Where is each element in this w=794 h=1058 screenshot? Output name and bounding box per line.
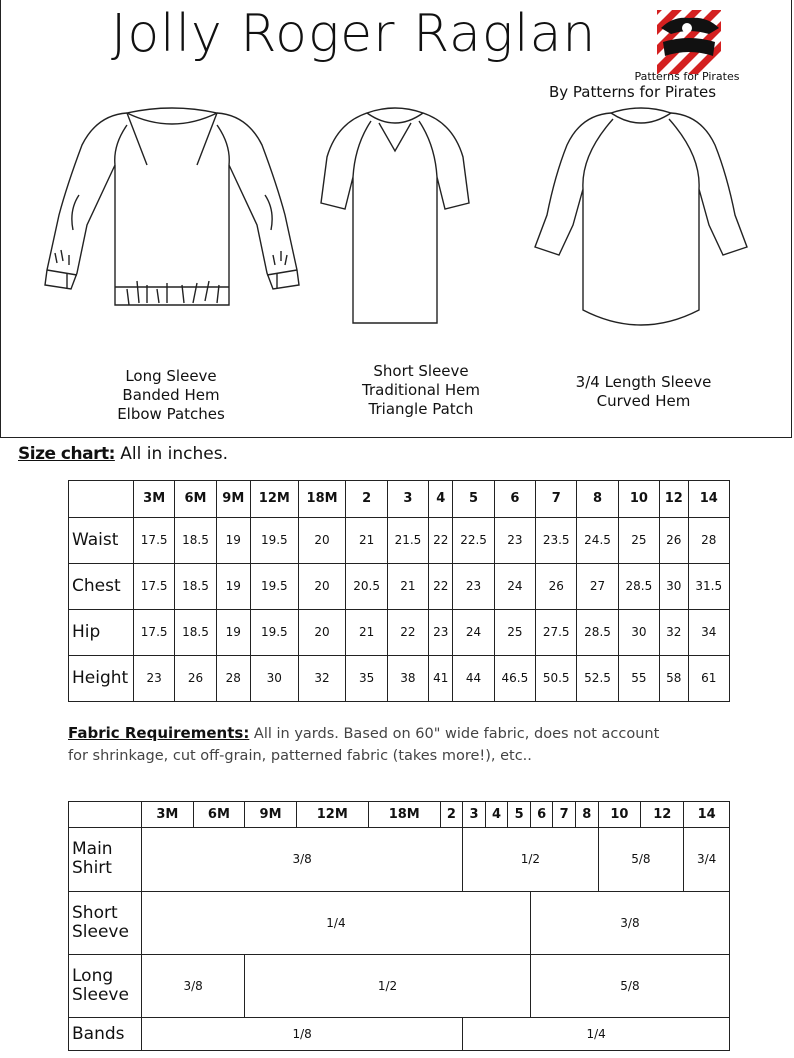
size-header-cell: 14 bbox=[684, 802, 730, 828]
measurement-cell: 26 bbox=[536, 563, 577, 609]
measurement-cell: 25 bbox=[494, 609, 535, 655]
measurement-cell: 50.5 bbox=[536, 655, 577, 701]
yardage-cell: 1/2 bbox=[245, 954, 531, 1017]
size-header-cell: 3 bbox=[387, 481, 428, 518]
measurement-cell: 30 bbox=[250, 655, 298, 701]
measurement-cell: 18.5 bbox=[175, 517, 216, 563]
yardage-cell: 5/8 bbox=[598, 828, 684, 891]
size-header-cell: 7 bbox=[536, 481, 577, 518]
yardage-cell: 1/4 bbox=[463, 1018, 730, 1051]
size-header-cell: 8 bbox=[575, 802, 598, 828]
measurement-cell: 25 bbox=[618, 517, 659, 563]
size-header-cell: 12M bbox=[296, 802, 368, 828]
fabric-header-row bbox=[69, 802, 730, 828]
measurement-cell: 32 bbox=[660, 609, 688, 655]
size-header-cell: 2 bbox=[346, 481, 387, 518]
yardage-cell: 3/4 bbox=[684, 828, 730, 891]
byline: By Patterns for Pirates bbox=[549, 83, 717, 101]
measurement-cell: 19.5 bbox=[250, 609, 298, 655]
measurement-cell: 26 bbox=[175, 655, 216, 701]
measurement-cell: 24.5 bbox=[577, 517, 618, 563]
size-header-cell: 12 bbox=[660, 481, 688, 518]
measurement-cell: 20 bbox=[298, 609, 346, 655]
size-chart-table bbox=[68, 480, 730, 702]
measurement-cell: 23 bbox=[134, 655, 175, 701]
measurement-cell: 28.5 bbox=[618, 563, 659, 609]
measurement-cell: 19 bbox=[216, 609, 250, 655]
size-header-cell: 12M bbox=[250, 481, 298, 518]
measurement-cell: 30 bbox=[618, 609, 659, 655]
size-chart-row bbox=[69, 655, 730, 701]
row-label: Main Shirt bbox=[69, 828, 142, 891]
size-chart-row bbox=[69, 563, 730, 609]
size-header-cell: 4 bbox=[429, 481, 453, 518]
measurement-cell: 23 bbox=[494, 517, 535, 563]
row-label: Hip bbox=[69, 609, 134, 655]
measurement-cell: 22.5 bbox=[453, 517, 494, 563]
measurement-cell: 28 bbox=[688, 517, 730, 563]
row-label: Short Sleeve bbox=[69, 891, 142, 954]
measurement-cell: 30 bbox=[660, 563, 688, 609]
corner-cell bbox=[69, 802, 142, 828]
measurement-cell: 23 bbox=[429, 609, 453, 655]
measurement-cell: 21.5 bbox=[387, 517, 428, 563]
measurement-cell: 18.5 bbox=[175, 609, 216, 655]
measurement-cell: 34 bbox=[688, 609, 730, 655]
size-header-cell: 8 bbox=[577, 481, 618, 518]
size-header-cell: 9M bbox=[245, 802, 297, 828]
size-chart-heading: Size chart: All in inches. bbox=[18, 444, 229, 464]
measurement-cell: 32 bbox=[298, 655, 346, 701]
style-caption-long-sleeve: Long Sleeve Banded Hem Elbow Patches bbox=[117, 367, 225, 423]
measurement-cell: 61 bbox=[688, 655, 730, 701]
yardage-cell: 1/2 bbox=[463, 828, 598, 891]
size-chart-row bbox=[69, 609, 730, 655]
long-sleeve-shirt-illustration bbox=[37, 105, 307, 330]
fabric-row bbox=[69, 1018, 730, 1051]
size-header-cell: 5 bbox=[508, 802, 531, 828]
measurement-cell: 44 bbox=[453, 655, 494, 701]
measurement-cell: 24 bbox=[494, 563, 535, 609]
measurement-cell: 27 bbox=[577, 563, 618, 609]
size-header-cell: 18M bbox=[298, 481, 346, 518]
size-header-cell: 10 bbox=[598, 802, 641, 828]
yardage-cell: 1/8 bbox=[142, 1018, 463, 1051]
measurement-cell: 20.5 bbox=[346, 563, 387, 609]
measurement-cell: 23 bbox=[453, 563, 494, 609]
measurement-cell: 23.5 bbox=[536, 517, 577, 563]
style-caption-three-quarter-sleeve: 3/4 Length Sleeve Curved Hem bbox=[575, 373, 712, 410]
measurement-cell: 31.5 bbox=[688, 563, 730, 609]
size-header-cell: 6M bbox=[175, 481, 216, 518]
style-caption-short-sleeve: Short Sleeve Traditional Hem Triangle Patch bbox=[362, 362, 480, 418]
measurement-cell: 28 bbox=[216, 655, 250, 701]
size-header-cell: 3M bbox=[134, 481, 175, 518]
measurement-cell: 17.5 bbox=[134, 517, 175, 563]
measurement-cell: 19 bbox=[216, 563, 250, 609]
row-label: Bands bbox=[69, 1018, 142, 1051]
three-quarter-sleeve-shirt-illustration bbox=[531, 105, 751, 330]
measurement-cell: 19.5 bbox=[250, 517, 298, 563]
measurement-cell: 19.5 bbox=[250, 563, 298, 609]
row-label: Long Sleeve bbox=[69, 954, 142, 1017]
pirate-flag-logo bbox=[634, 8, 740, 83]
size-header-cell: 10 bbox=[618, 481, 659, 518]
fabric-requirements-heading: Fabric Requirements: All in yards. Based on 60" wide fabric, does not account for shrinkage, cut off-grain, patterned fabric (takes more!), etc.. bbox=[68, 724, 660, 764]
row-label: Chest bbox=[69, 563, 134, 609]
measurement-cell: 26 bbox=[660, 517, 688, 563]
fabric-row bbox=[69, 891, 730, 954]
measurement-cell: 19 bbox=[216, 517, 250, 563]
measurement-cell: 17.5 bbox=[134, 563, 175, 609]
size-header-cell: 5 bbox=[453, 481, 494, 518]
measurement-cell: 35 bbox=[346, 655, 387, 701]
measurement-cell: 18.5 bbox=[175, 563, 216, 609]
measurement-cell: 52.5 bbox=[577, 655, 618, 701]
yardage-cell: 5/8 bbox=[530, 954, 729, 1017]
fabric-row bbox=[69, 954, 730, 1017]
measurement-cell: 22 bbox=[387, 609, 428, 655]
size-header-cell: 2 bbox=[440, 802, 463, 828]
fabric-requirements-table bbox=[68, 801, 730, 1051]
measurement-cell: 21 bbox=[387, 563, 428, 609]
size-header-cell: 6 bbox=[530, 802, 553, 828]
yardage-cell: 3/8 bbox=[142, 954, 245, 1017]
fabric-row bbox=[69, 828, 730, 891]
size-header-cell: 9M bbox=[216, 481, 250, 518]
size-header-cell: 6M bbox=[193, 802, 245, 828]
measurement-cell: 27.5 bbox=[536, 609, 577, 655]
corner-cell bbox=[69, 481, 134, 518]
size-header-cell: 12 bbox=[641, 802, 684, 828]
size-header-cell: 18M bbox=[368, 802, 440, 828]
measurement-cell: 28.5 bbox=[577, 609, 618, 655]
row-label: Waist bbox=[69, 517, 134, 563]
measurement-cell: 20 bbox=[298, 563, 346, 609]
page-title: Jolly Roger Raglan bbox=[111, 4, 597, 64]
header-panel bbox=[0, 0, 792, 438]
measurement-cell: 17.5 bbox=[134, 609, 175, 655]
size-header-cell: 7 bbox=[553, 802, 576, 828]
measurement-cell: 38 bbox=[387, 655, 428, 701]
yardage-cell: 3/8 bbox=[530, 891, 729, 954]
row-label: Height bbox=[69, 655, 134, 701]
size-header-cell: 4 bbox=[485, 802, 508, 828]
size-header-cell: 6 bbox=[494, 481, 535, 518]
measurement-cell: 21 bbox=[346, 609, 387, 655]
measurement-cell: 22 bbox=[429, 563, 453, 609]
measurement-cell: 58 bbox=[660, 655, 688, 701]
measurement-cell: 46.5 bbox=[494, 655, 535, 701]
measurement-cell: 41 bbox=[429, 655, 453, 701]
svg-text:Patterns for Pirates: Patterns for Pirates bbox=[634, 70, 740, 83]
size-header-cell: 3 bbox=[463, 802, 486, 828]
measurement-cell: 21 bbox=[346, 517, 387, 563]
measurement-cell: 55 bbox=[618, 655, 659, 701]
size-chart-header-row bbox=[69, 481, 730, 518]
size-header-cell: 3M bbox=[142, 802, 194, 828]
yardage-cell: 3/8 bbox=[142, 828, 463, 891]
yardage-cell: 1/4 bbox=[142, 891, 531, 954]
measurement-cell: 22 bbox=[429, 517, 453, 563]
measurement-cell: 24 bbox=[453, 609, 494, 655]
short-sleeve-shirt-illustration bbox=[319, 105, 471, 330]
measurement-cell: 20 bbox=[298, 517, 346, 563]
size-header-cell: 14 bbox=[688, 481, 730, 518]
size-chart-row bbox=[69, 517, 730, 563]
